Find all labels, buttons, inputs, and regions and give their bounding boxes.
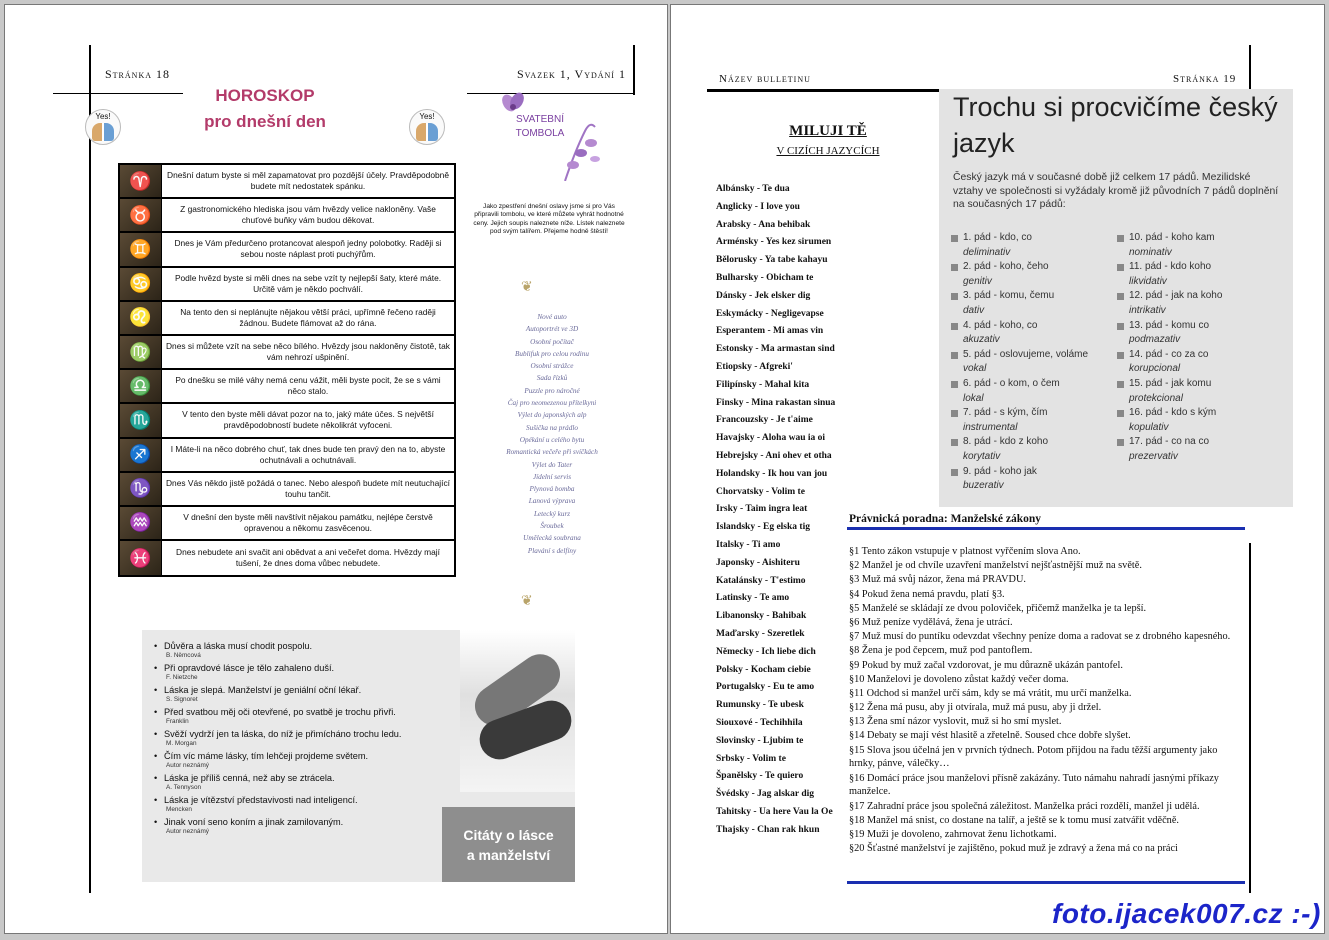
law-paragraph: §2 Manžel je od chvíle uzavření manželství nejšťastnější muž na světě. [849, 560, 1142, 572]
horoscope-row [120, 302, 454, 336]
language-item: Dánsky - Jek elsker dig [716, 290, 811, 301]
quote-text: • Důvěra a láska musí chodit pospolu. [154, 640, 454, 652]
case-item [951, 465, 1119, 494]
tombola-title-line1: SVATEBNÍ [516, 114, 564, 125]
language-item: Thajsky - Chan rak hkun [716, 824, 820, 835]
right-edge-rule [633, 45, 635, 95]
horoscope-text: Dnes je Vám předurčeno protancovat alespoň jedny polobotky. Raději si sebou noste náplast proti puchýřům. [174, 238, 442, 260]
case-item [1117, 260, 1285, 289]
tombola-prize: Osobní počítač [530, 337, 574, 346]
horoscope-row [120, 404, 454, 438]
tombola-prize: Opékání u celého bytu [519, 435, 585, 444]
case-term: likvidativ [1129, 275, 1167, 287]
quote-author: Autor neznámý [166, 828, 209, 835]
header-rule-left [53, 93, 183, 94]
language-item: Tahitsky - Ua here Vau la Oe [716, 806, 833, 817]
tombola-prize: Osobní strážce [530, 362, 574, 371]
case-item [1117, 319, 1285, 348]
capricorn-icon: ♑ [120, 473, 162, 505]
cases-column-right [1117, 231, 1285, 465]
tombola-prize: Romantická večeře při svíčkách [506, 448, 598, 457]
case-term: korytativ [963, 450, 1001, 462]
language-item: Německy - Ich liebe dich [716, 646, 816, 657]
law-paragraph: §3 Muž má svůj názor, žena má PRAVDU. [849, 574, 1026, 586]
quote-item [154, 750, 454, 771]
case-term: protekcional [1129, 392, 1183, 404]
law-paragraph: §17 Zahradní práce jsou společná záležitost. Manželka práci rozdělí, manžel ji udělá. [849, 800, 1200, 812]
language-item: Portugalsky - Eu te amo [716, 682, 815, 693]
language-item: Francouzsky - Je t'aime [716, 415, 813, 426]
page-header-right: Stránka 19 [1173, 73, 1237, 85]
law-paragraph: §10 Manželovi je dovoleno zůstat každý večer doma. [849, 673, 1069, 685]
quote-text: • Láska je příliš cenná, než aby se ztrácela. [154, 772, 454, 784]
law-paragraph: §14 Debaty se mají vést hlasitě a zřetelně. Soused chce dobře slyšet. [849, 730, 1131, 742]
horoscope-text: I Máte-li na něco dobrého chuť, tak dnes bude ten pravý den na to, abyste ochutnávali a ochutnávali. [170, 443, 446, 465]
case-label: 8. pád - kdo z koho [963, 436, 1049, 448]
case-item [1117, 406, 1285, 435]
quotes-box [142, 630, 575, 882]
law-paragraph: §6 Muž peníze vydělává, žena je utrácí. [849, 616, 1013, 628]
horoscope-text: Dnes nebudete ani svačit ani obědvat a ani večeřet doma. Hvězdy mají tušení, že dnes doma vůbec nebudete. [176, 547, 440, 569]
right-column-rule-lower [1249, 543, 1251, 893]
case-label: 9. pád - koho jak [963, 465, 1037, 477]
language-item: Etiopsky - Afgreki' [716, 361, 793, 372]
tombola-prize: Letecký kurz [533, 509, 571, 518]
case-term: deliminativ [963, 246, 1011, 258]
case-term: intrikativ [1129, 304, 1166, 316]
law-top-rule [847, 527, 1245, 530]
right-page [670, 4, 1325, 934]
case-term: vokal [963, 363, 987, 375]
case-label: 13. pád - komu co [1129, 319, 1210, 331]
language-item: Arabsky - Ana behibak [716, 219, 811, 230]
horoscope-row [120, 336, 454, 370]
quote-item [154, 794, 454, 815]
case-item [951, 231, 1119, 260]
language-item: Švédsky - Jag alskar dig [716, 789, 815, 800]
quote-author: Autor neznámý [166, 762, 209, 769]
quote-text: • Čím víc máme lásky, tím lehčeji projdeme světem. [154, 750, 454, 762]
watermark: foto.ijacek007.cz :-) [1052, 898, 1321, 929]
case-item [951, 260, 1119, 289]
tombola-prize: Sada řízků [536, 374, 568, 383]
tombola-prize: Jídelní servis [532, 472, 572, 481]
czech-title: Trochu si procvičíme český jazyk [953, 92, 1278, 158]
language-item: Maďarsky - Szeretlek [716, 628, 805, 639]
right-column-rule [1249, 45, 1251, 93]
tombola-prize: Puzzle pro náročné [524, 386, 580, 395]
tombola-prize: Nové auto [537, 313, 567, 321]
case-label: 4. pád - koho, co [963, 319, 1038, 331]
tombola-title-line2: TOMBOLA [515, 128, 565, 139]
quote-author: S. Signoret [166, 696, 198, 703]
page-header-left: Stránka 18 [105, 67, 171, 81]
pisces-icon: ♓ [120, 541, 162, 575]
tombola-prize: Bublifuk pro celou rodinu [515, 349, 589, 358]
horoscope-text: Dnešní datum byste si měl zapamatovat pro pozdější účely. Pravděpodobně budete mít nedostatek spánku. [167, 170, 449, 192]
horoscope-text: Po dnešku se milé váhy nemá cenu vážit, měli byste pocit, že se s vámi něco stalo. [175, 375, 441, 397]
law-paragraph: §9 Pokud by muž začal vzdorovat, je mu důrazně ukázán pantofel. [849, 659, 1123, 671]
case-term: korupcional [1129, 363, 1181, 375]
case-label: 15. pád - jak komu [1129, 377, 1212, 389]
law-paragraph: §12 Žena má pusu, aby ji otvírala, muž má pusu, aby ji držel. [849, 702, 1102, 714]
taurus-icon: ♉ [120, 199, 162, 231]
horoscope-table [118, 163, 456, 577]
law-paragraph: §16 Domácí práce jsou manželovi přísně zakázány. Tuto námahu nahradí jasnými příkazy manželce. [849, 772, 1219, 798]
miluji-title: MILUJI TĚ [789, 123, 867, 139]
quote-text: • Svěží vydrží jen ta láska, do níž je přimícháno trochu ledu. [154, 728, 454, 740]
horoscope-title-line2: pro dnešní den [204, 112, 326, 131]
law-paragraph: §8 Žena je pod čepcem, muž pod pantoflem. [849, 645, 1033, 657]
case-term: akuzativ [963, 334, 1000, 346]
case-item [951, 289, 1119, 318]
law-paragraph: §19 Muži je dovoleno, zahrnovat ženu lichotkami. [849, 828, 1057, 840]
law-paragraph: §7 Muž musí do puntíku odevzdat všechny peníze doma a radovat se z drobného kapesného. [849, 631, 1231, 643]
law-paragraph: §1 Tento zákon vstupuje v platnost vyřčením slova Ano. [849, 546, 1081, 557]
cases-column-left [951, 231, 1119, 494]
quote-author: Mencken [166, 806, 192, 813]
tombola-prize: Sušička na prádlo [526, 423, 578, 432]
ornament-icon: ❦ [521, 280, 533, 295]
law-paragraph: §18 Manžel má snist, co dostane na talíř, a ještě se k tomu musí zatvářit vděčně. [849, 814, 1179, 826]
language-item: Bělorusky - Ya tabe kahayu [716, 255, 828, 266]
quote-item [154, 662, 454, 683]
quotes-list [154, 640, 454, 838]
language-item: Finsky - Mina rakastan sinua [716, 397, 836, 408]
quotes-badge [442, 807, 575, 882]
language-item: Slovinsky - Ljubim te [716, 735, 804, 746]
tombola-prize: Autoportrét ve 3D [525, 325, 579, 334]
quote-author: A. Tennyson [166, 784, 202, 791]
quote-author: Franklin [166, 718, 189, 725]
case-item [951, 377, 1119, 406]
language-item: Hebrejsky - Ani ohev et otha [716, 450, 832, 461]
language-item: Bulharsky - Obicham te [716, 272, 814, 283]
quotes-badge-line1: Citáty o lásce [463, 826, 554, 843]
case-label: 11. pád - kdo koho [1129, 261, 1212, 273]
language-item: Islandsky - Eg elska tig [716, 522, 810, 533]
left-page [4, 4, 668, 934]
case-label: 5. pád - oslovujeme, voláme [963, 348, 1089, 360]
horoscope-title [185, 83, 345, 135]
horoscope-row [120, 507, 454, 541]
law-paragraph: §4 Pokud žena nemá pravdu, platí §3. [849, 588, 1005, 600]
horoscope-text: V dnešní den byste měli navštívit nějakou památku, nejlépe čerstvě opravenou a někomu zasvěcenou. [183, 511, 433, 533]
quote-text: • Před svatbou měj oči otevřené, po svatbě je trochu přivři. [154, 706, 454, 718]
miluji-subtitle: V CIZÍCH JAZYCÍCH [776, 145, 880, 157]
tombola-prize: Plynová bomba [529, 485, 575, 494]
quote-item [154, 728, 454, 749]
horoscope-row [120, 439, 454, 473]
language-item: Siouxové - Techihhila [716, 717, 803, 728]
horoscope-text: Podle hvězd byste si měli dnes na sebe vzít ty nejlepší šaty, které máte. Určitě vám je někdo pochválí. [174, 272, 442, 294]
case-label: 16. pád - kdo s kým [1129, 407, 1217, 419]
language-item: Esperantem - Mi amas vin [716, 326, 824, 337]
ornament-icon: ❦ [521, 594, 533, 609]
quote-text: • Láska je slepá. Manželství je geniální oční lékař. [154, 684, 454, 696]
language-item: Libanonsky - Bahibak [716, 611, 807, 622]
sagittarius-icon: ♐ [120, 439, 162, 471]
case-term: dativ [963, 304, 985, 316]
tombola-title [510, 113, 570, 141]
tombola-prize: Umělecká soubrana [523, 534, 581, 543]
case-label: 14. pád - co za co [1129, 348, 1209, 360]
case-term: prezervativ [1129, 450, 1178, 462]
quote-item [154, 816, 454, 837]
tombola-prize: Plavání s delfíny [527, 546, 577, 555]
case-item [951, 435, 1119, 464]
aries-icon: ♈ [120, 165, 162, 197]
quote-item [154, 684, 454, 705]
case-item [1117, 435, 1285, 464]
scorpio-icon: ♏ [120, 404, 162, 436]
page-header-right: Svazek 1, Vydání 1 [517, 67, 626, 81]
tombola-prize: Výlet do japonských alp [517, 411, 587, 420]
language-item: Španělsky - Te quiero [716, 771, 804, 782]
language-item: Srbsky - Volim te [716, 753, 786, 764]
tombola-prize: Lanová výprava [528, 497, 576, 506]
libra-icon: ♎ [120, 370, 162, 402]
quote-item [154, 772, 454, 793]
language-item: Albánsky - Te dua [716, 184, 790, 194]
case-label: 17. pád - co na co [1129, 436, 1210, 448]
horoscope-row [120, 199, 454, 233]
couple-icon [416, 123, 438, 141]
quote-author: F. Nietzche [166, 674, 198, 681]
language-item: Latinsky - Te amo [716, 593, 790, 604]
law-paragraph: §20 Šťastné manželství je zajištěno, pokud muž je zdravý a žena má co na práci [849, 843, 1178, 855]
case-label: 2. pád - koho, čeho [963, 261, 1049, 273]
law-paragraph: §13 Žena smí názor vyslovit, muž si ho smí myslet. [849, 716, 1062, 728]
tombola-prize-list [483, 311, 621, 557]
horoscope-text: Z gastronomického hlediska jsou vám hvězdy velice nakloněny. Vaše chuťové buňky vám budou děkovat. [180, 204, 436, 226]
case-term: genitiv [963, 275, 992, 287]
law-paragraph: §5 Manželé se skládají ze dvou poloviček, přičemž manželka je ta lepší. [849, 602, 1147, 614]
quote-author: M. Morgan [166, 740, 197, 747]
case-term: lokal [963, 392, 984, 404]
language-item: Arménsky - Yes kez sirumen [716, 237, 832, 248]
case-term: nominativ [1129, 246, 1172, 258]
horoscope-row [120, 473, 454, 507]
case-item [1117, 231, 1285, 260]
language-item: Rumunsky - Te ubesk [716, 700, 804, 711]
law-paragraph: §15 Slova jsou účelná jen v prvních týdnech. Potom přijdou na řadu těžší argumenty jako hrnky, pánve, válečky… [849, 744, 1218, 770]
case-term: kopulativ [1129, 421, 1169, 433]
language-item: Estonsky - Ma armastan sind [716, 344, 835, 355]
horoscope-text: Dnes si můžete vzít na sebe něco bílého. Hvězdy jsou nakloněny čistotě, tak vám nehrozí ušpinění. [166, 341, 450, 363]
law-paragraph: §11 Odchod si manžel určí sám, kdy se má vrátit, mu určí manželka. [849, 687, 1132, 699]
tombola-prize: Čaj pro neomezenou přítelkyni [507, 399, 597, 408]
quotes-badge-line2: a manželství [466, 846, 551, 863]
left-column-rule [89, 45, 91, 893]
language-item: Holandsky - Ik hou van jou [716, 468, 828, 479]
horoscope-row [120, 370, 454, 404]
case-label: 1. pád - kdo, co [963, 232, 1032, 243]
wedding-logo-left: Yes! [85, 109, 121, 145]
language-list [716, 183, 856, 841]
case-item [951, 406, 1119, 435]
language-item: Anglicky - I love you [716, 201, 800, 212]
case-item [951, 319, 1119, 348]
case-label: 6. pád - o kom, o čem [963, 377, 1060, 389]
virgo-icon: ♍ [120, 336, 162, 368]
case-label: 10. pád - koho kam [1129, 232, 1215, 243]
case-term: instrumental [963, 421, 1018, 433]
case-label: 7. pád - s kým, čím [963, 407, 1048, 419]
case-item [951, 348, 1119, 377]
tombola-prize: Šroubek [540, 522, 564, 531]
horoscope-row [120, 165, 454, 199]
horoscope-text: Dnes Vás někdo jistě požádá o tanec. Nebo alespoň budete mít neutuchající touhu tančit. [166, 477, 451, 499]
tombola-intro: Jako zpestření dnešní oslavy jsme si pro Vás připravili tombolu, ve které můžete vyhrát hodnotné ceny. Jejich soupis naleznete níže. Lístek naleznete pod svým talířem. Přejeme hodně štěstí! [473, 203, 625, 236]
tombola-prize: Výlet do Tater [531, 460, 573, 469]
quote-text: • Láska je vítězství představivosti nad inteligencí. [154, 794, 454, 806]
czech-cases-box [939, 89, 1293, 507]
aquarius-icon: ♒ [120, 507, 162, 539]
case-item [1117, 377, 1285, 406]
horoscope-text: Na tento den si neplánujte nějakou větší práci, upřímně řečeno raději žádnou. Budete flámovat až do rána. [180, 306, 436, 328]
cancer-icon: ♋ [120, 268, 162, 300]
case-label: 12. pád - jak na koho [1129, 290, 1223, 302]
gemini-icon: ♊ [120, 233, 162, 265]
horoscope-row [120, 541, 454, 575]
couple-icon [92, 123, 114, 141]
language-item: Chorvatsky - Volim te [716, 486, 805, 497]
horoscope-row [120, 233, 454, 267]
case-label: 3. pád - komu, čemu [963, 290, 1055, 302]
language-item: Irsky - Taim ingra leat [716, 504, 808, 515]
case-item [1117, 348, 1285, 377]
leo-icon: ♌ [120, 302, 162, 334]
quote-item [154, 706, 454, 727]
czech-intro: Český jazyk má v současné době již celkem 17 pádů. Mezilidské vztahy ve společnosti si vyžádaly kromě již původních 7 pádů doplnění na současných 17 pádů: [953, 172, 1279, 210]
language-item: Japonsky - Aishiteru [716, 557, 800, 568]
case-term: buzerativ [963, 480, 1004, 492]
page-header-left: Název bulletinu [719, 73, 811, 85]
case-term: podmazativ [1129, 334, 1181, 346]
language-item: Italsky - Ti amo [716, 539, 781, 550]
horoscope-title-line1: HOROSKOP [215, 86, 315, 105]
law-title: Právnická poradna: Manželské zákony [849, 513, 1041, 525]
law-paragraph-list [849, 545, 1241, 856]
language-item: Polsky - Kocham ciebie [716, 664, 811, 675]
language-item: Filipínsky - Mahal kita [716, 379, 810, 390]
wedding-logo-right: Yes! [409, 109, 445, 145]
law-bottom-rule [847, 881, 1245, 884]
quote-item [154, 640, 454, 661]
holding-hands-photo [460, 630, 575, 792]
language-item: Havajsky - Aloha wau ia oi [716, 433, 826, 444]
horoscope-row [120, 268, 454, 302]
case-item [1117, 289, 1285, 318]
horoscope-text: V tento den byste měli dávat pozor na to, jaký máte účes. S největší pravděpodobností budete několikrát vyfoceni. [182, 409, 434, 431]
quote-text: • Jinak voní seno koním a jinak zamilovaným. [154, 816, 454, 828]
quote-author: B. Němcová [166, 652, 201, 659]
language-item: Eskymácky - Negligevapse [716, 308, 824, 319]
language-item: Katalánsky - T'estimo [716, 575, 806, 586]
quote-text: • Při opravdové lásce je tělo zahaleno duší. [154, 662, 454, 674]
